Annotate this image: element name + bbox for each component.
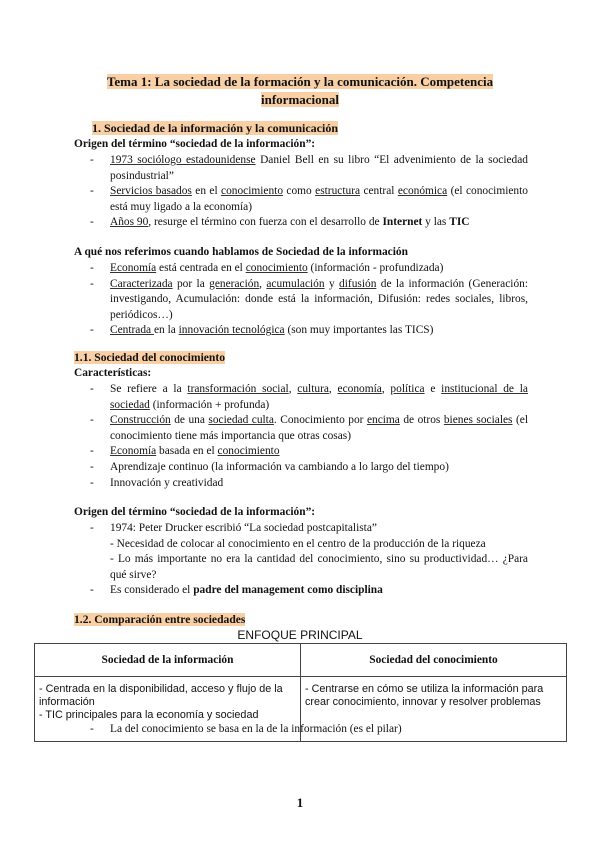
list-item: - Aprendizaje continuo (la información va cambiando a lo largo del tiempo)	[74, 460, 528, 476]
section-1-1-heading: 1.1. Sociedad del conocimiento	[74, 351, 226, 364]
list-item: - 1973 sociólogo estadounidense Daniel Bell en su libro “El advenimiento de la sociedad posindustrial”	[74, 153, 528, 184]
list-item: - Caracterizada por la generación, acumulación y difusión de la información (Generación: investigando, Acumulación: donde está la información, Difusión: redes sociales, libros, periódicos…)	[74, 277, 528, 324]
drucker-list	[74, 521, 528, 599]
section-1-2-heading: 1.2. Comparación entre sociedades	[74, 613, 246, 626]
list-item: - Centrada en la innovación tecnológica (son muy importantes las TICS)	[74, 323, 528, 339]
section-1-heading: 1. Sociedad de la información y la comunicación	[92, 121, 338, 135]
table-cell: - Centrada en la disponibilidad, acceso y flujo de la información - TIC principales para la economía y sociedad	[35, 677, 301, 742]
list-item: - Economía basada en el conocimiento	[74, 444, 528, 460]
list-item: - Es considerado el padre del management como disciplina	[74, 583, 528, 599]
list-item: - Años 90, resurge el término con fuerza con el desarrollo de Internet y las TIC	[74, 215, 528, 231]
list-item: - Innovación y creatividad	[74, 476, 528, 492]
characteristics-list	[74, 382, 528, 491]
refer-list	[74, 261, 528, 339]
characteristics-label: Características:	[74, 367, 152, 379]
sub-item: - Lo más importante no era la cantidad del conocimiento, sino su productividad… ¿Para qué sirve?	[110, 553, 528, 581]
table-cell: - Centrarse en cómo se utiliza la información para crear conocimiento, innovar y resolver problemas	[301, 677, 567, 742]
after-table-list	[74, 722, 528, 738]
title-line-1: Tema 1: La sociedad de la formación y la comunicación. Competencia	[106, 74, 494, 89]
sub-item: - Necesidad de colocar al conocimiento en el centro de la producción de la riqueza	[110, 537, 486, 550]
list-item: - La del conocimiento se basa en la de la información (es el pilar)	[74, 722, 528, 738]
table-header-cell: Sociedad de la información	[35, 644, 301, 677]
page-number: 1	[296, 795, 304, 810]
refer-label: A qué nos referimos cuando hablamos de Sociedad de la información	[74, 246, 408, 258]
origin-list	[74, 153, 528, 231]
list-item: - Economía está centrada en el conocimiento (información - profundizada)	[74, 261, 528, 277]
table-header-cell: Sociedad del conocimiento	[301, 644, 567, 677]
table-header-row	[35, 644, 567, 677]
origin-label-2: Origen del término “sociedad de la información”:	[74, 506, 316, 518]
list-item: - Se refiere a la transformación social, cultura, economía, política e institucional de la sociedad (información + profunda)	[74, 382, 528, 413]
list-item: - Servicios basados en el conocimiento como estructura central económica (el conocimiento está muy ligado a la economía)	[74, 184, 528, 215]
table-title: ENFOQUE PRINCIPAL	[237, 628, 363, 642]
list-item: - 1974: Peter Drucker escribió “La sociedad postcapitalista” - Necesidad de colocar al conocimiento en el centro de la producción de la riqueza - Lo más importante no era la cantidad del conocimiento, sino su productividad… ¿Para qué sirve?	[74, 521, 528, 583]
document-title	[84, 73, 516, 109]
title-line-2: informacional	[261, 92, 339, 107]
list-item: - Construcción de una sociedad culta. Conocimiento por encima de otros bienes sociales (el conocimiento tiene más importancia que otras cosas)	[74, 413, 528, 444]
origin-label: Origen del término “sociedad de la información”:	[74, 138, 316, 150]
